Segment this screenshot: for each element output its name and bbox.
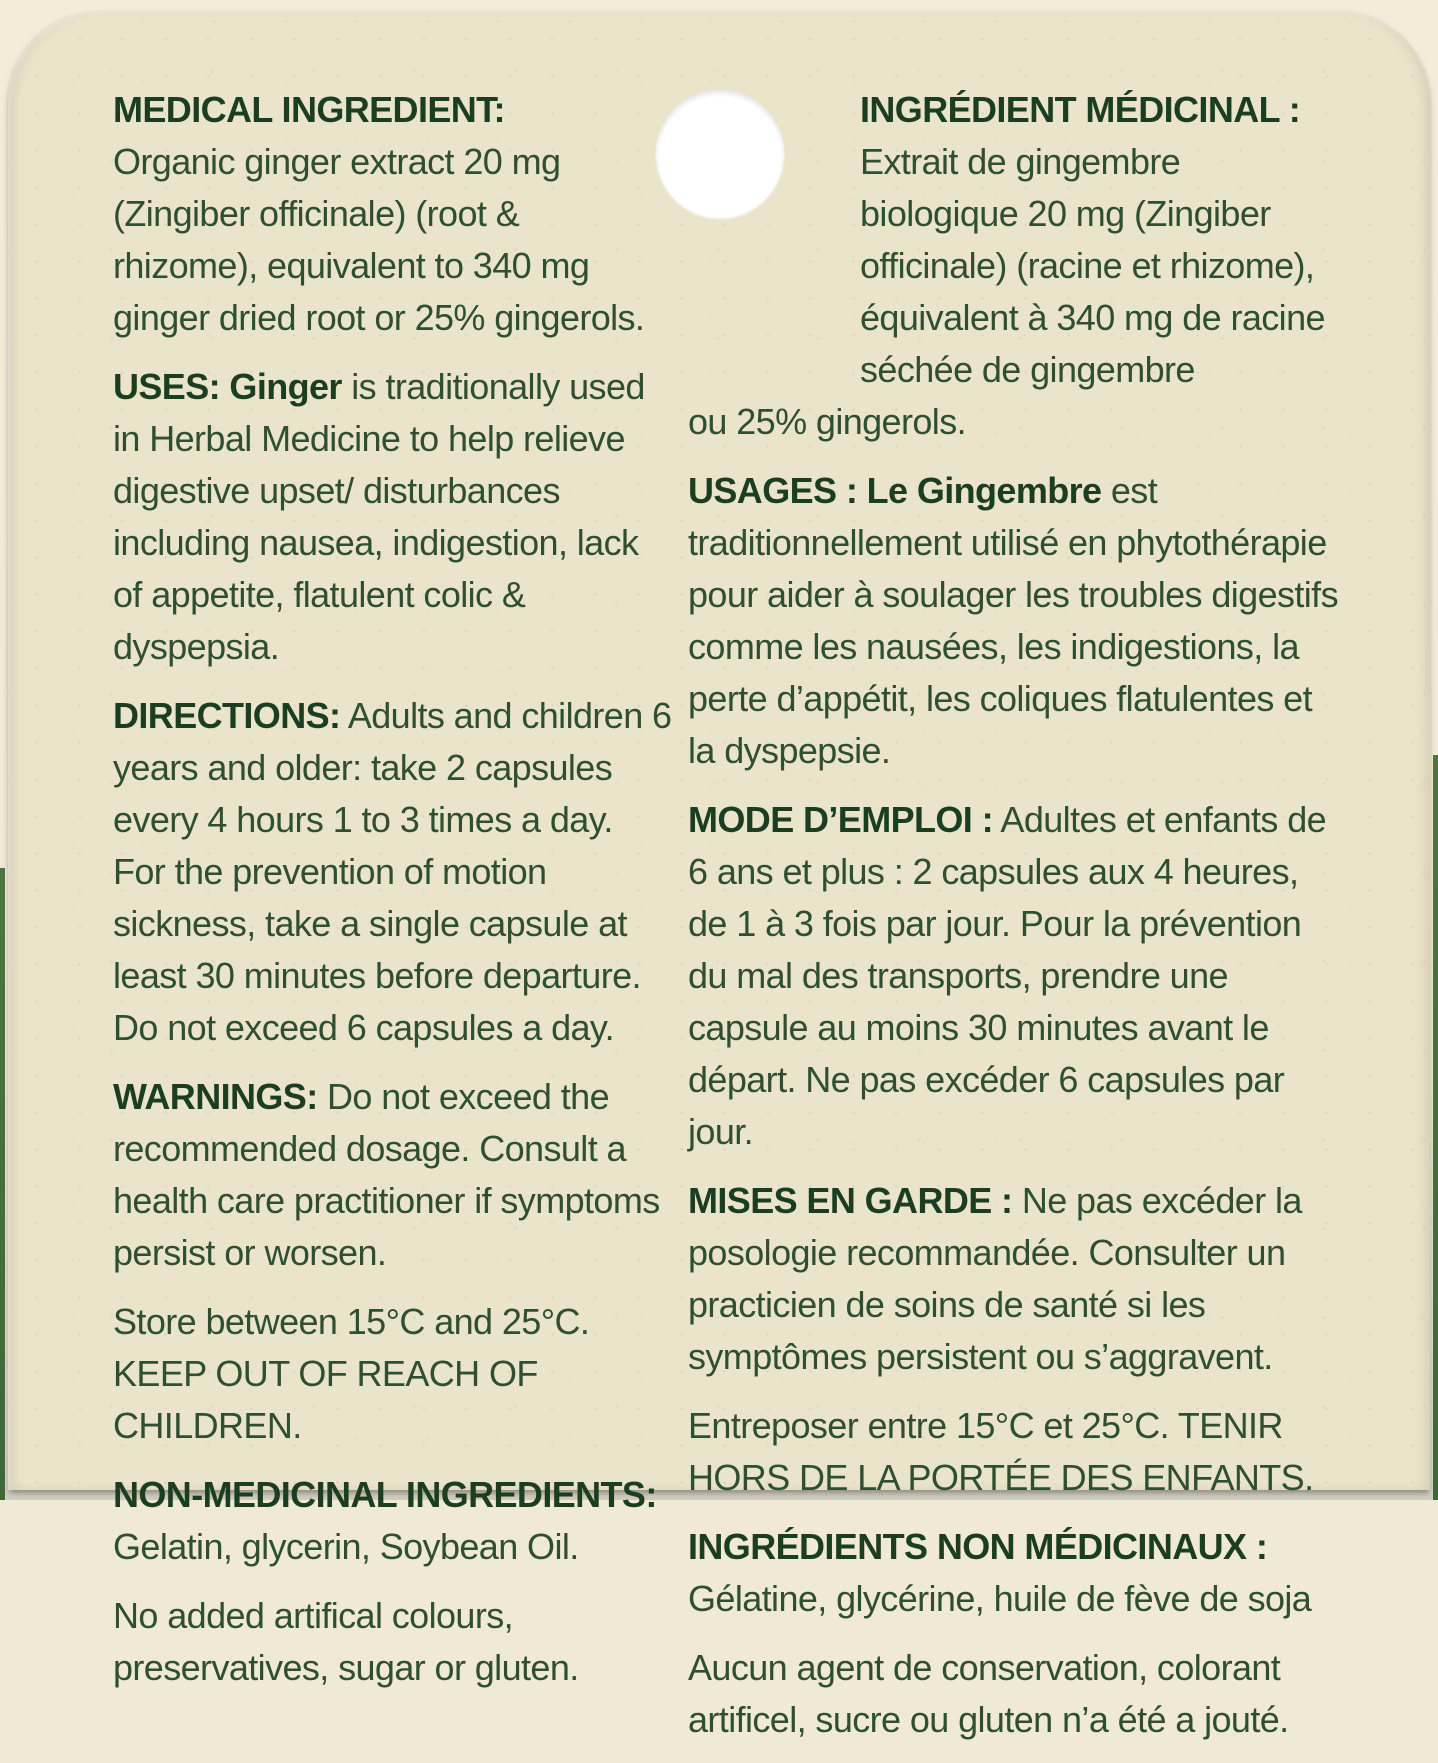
section-body: Organic ginger extract 20 mg (Zingiber officinale) (root & rhizome), equivalent to 340 mg ginger dried root or 25% gingerols. <box>113 141 645 338</box>
section-body: Gélatine, glycérine, huile de fève de soja <box>688 1578 1312 1619</box>
section-body: Gelatin, glycerin, Soybean Oil. <box>113 1526 579 1567</box>
section-heading: MODE D’EMPLOI : <box>688 799 993 840</box>
section-body: est traditionnellement utilisé en phytothérapie pour aider à soulager les troubles digestifs comme les nausées, les indigestions, la perte d’appétit, les coliques flatulentes et la dyspepsie. <box>688 470 1338 771</box>
section-heading: USAGES : Le Gingembre <box>688 470 1102 511</box>
section-body: Aucun agent de conservation, colorant artificel, sucre ou gluten n’a été a jouté. <box>688 1647 1289 1740</box>
section-body: Store between 15°C and 25°C. KEEP OUT OF REACH OF CHILDREN. <box>113 1301 590 1446</box>
panel-edge-right <box>1433 755 1438 1500</box>
section-body: No added artifical colours, preservatives, sugar or gluten. <box>113 1595 579 1688</box>
french-column <box>688 84 1340 1763</box>
english-section-2 <box>113 690 673 1054</box>
section-body: Entreposer entre 15°C et 25°C. TENIR HORS DE LA PORTÉE DES ENFANTS. <box>688 1405 1314 1498</box>
english-section-5 <box>113 1469 673 1573</box>
french-section-0 <box>688 84 1340 396</box>
french-section-5 <box>688 1521 1340 1625</box>
section-body: Adultes et enfants de 6 ans et plus : 2 capsules aux 4 heures, de 1 à 3 fois par jour. Pour la prévention du mal des transports, prendre une capsule au moins 30 minutes avant le départ. Ne pas excéder 6 capsules par jour. <box>688 799 1327 1152</box>
english-section-0 <box>113 84 673 344</box>
french-section-3 <box>688 1175 1340 1383</box>
section-heading: WARNINGS: <box>113 1076 318 1117</box>
section-heading: USES: Ginger <box>113 366 342 407</box>
section-heading: NON-MEDICINAL INGREDIENTS: <box>113 1474 657 1515</box>
section-heading: INGRÉDIENTS NON MÉDICINAUX : <box>688 1526 1268 1567</box>
english-section-6 <box>113 1590 673 1694</box>
french-section-2 <box>688 794 1340 1158</box>
english-section-4 <box>113 1296 673 1452</box>
section-heading: DIRECTIONS: <box>113 695 341 736</box>
section-body: Adults and children 6 years and older: take 2 capsules every 4 hours 1 to 3 times a day. For the prevention of motion sickness, take a single capsule at least 30 minutes before departure. Do not exceed 6 capsules a day. <box>113 695 672 1048</box>
panel-edge-left <box>0 868 5 1500</box>
section-heading: MISES EN GARDE : <box>688 1180 1013 1221</box>
section-body: Extrait de gingembre biologique 20 mg (Zingiber officinale) (racine et rhizome), équivalent à 340 mg de racine séchée de gingembre <box>860 141 1325 390</box>
section-body: is traditionally used in Herbal Medicine to help relieve digestive upset/ disturbances including nausea, indigestion, lack of appetite, flatulent colic & dyspepsia. <box>113 366 645 667</box>
english-section-3 <box>113 1071 673 1279</box>
label-panel <box>8 10 1430 1740</box>
french-section-1 <box>688 465 1340 777</box>
section-heading: INGRÉDIENT MÉDICINAL : <box>860 89 1301 130</box>
english-column <box>113 84 673 1711</box>
section-heading: MEDICAL INGREDIENT: <box>113 89 505 130</box>
french-section-6 <box>688 1642 1340 1746</box>
french-section-0-tail: ou 25% gingerols. <box>688 401 966 442</box>
english-section-1 <box>113 361 673 673</box>
section-body: Ne pas excéder la posologie recommandée. Consulter un practicien de soins de santé si les symptômes persistent ou s’aggravent. <box>688 1180 1302 1377</box>
french-section-4 <box>688 1400 1340 1504</box>
section-body: Do not exceed the recommended dosage. Consult a health care practitioner if symptoms persist or worsen. <box>113 1076 660 1273</box>
